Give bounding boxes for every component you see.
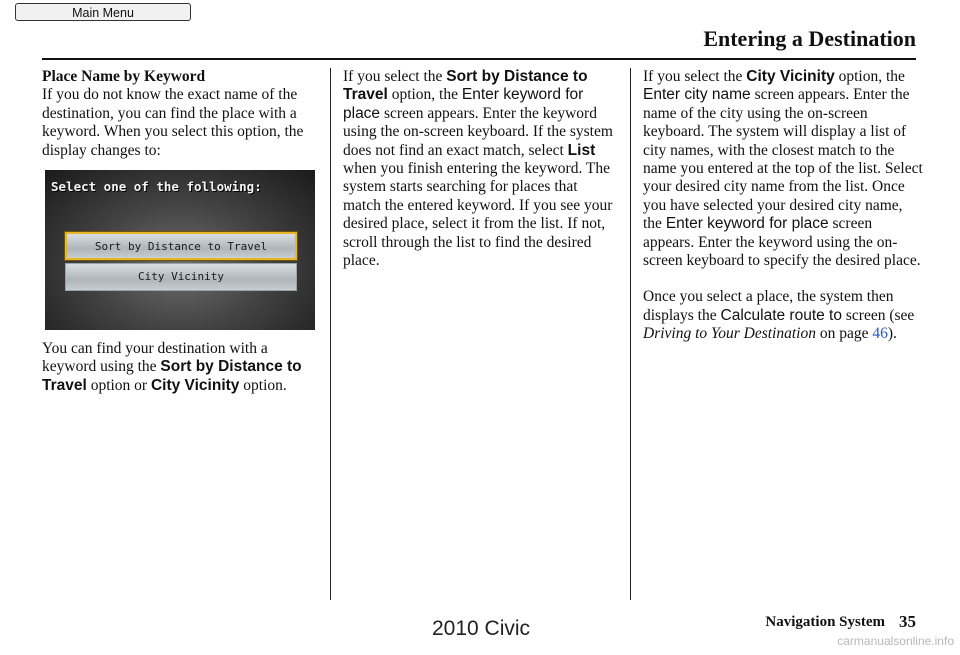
paragraph-gap bbox=[643, 270, 923, 288]
sort-option-label: Sort by Distance to Travel bbox=[343, 68, 588, 104]
text-run: If you select the bbox=[643, 68, 743, 85]
site-watermark: carmanualsonline.info bbox=[837, 634, 954, 648]
column-1 bbox=[42, 68, 322, 395]
calculate-route-screen-label: Calculate route to bbox=[720, 306, 842, 324]
city-option-label: City Vicinity bbox=[150, 376, 240, 394]
text-run: option or bbox=[90, 376, 148, 394]
text-run: screen appears. Enter the name of the city using the on-screen keyboard. The system will display a list of city names, with the closest match to the name you entered at the top of the list. Select your desired city name from the list. Once you have selected your desired city name, the bbox=[643, 86, 923, 233]
enter-city-screen-label: Enter city name bbox=[643, 86, 751, 104]
text-run: Once you select a place, the system then displays the bbox=[643, 288, 894, 324]
text-run: option. bbox=[243, 376, 287, 394]
sort-by-distance-screen-button: Sort by Distance to Travel bbox=[65, 232, 297, 260]
enter-keyword-screen-label: Enter keyword for place bbox=[343, 86, 584, 122]
text-run: when you finish entering the keyword. The system starts searching for places that match the entered keyword. If you see your desired place, select it from the list. If not, scroll through the list to find the desired place. bbox=[343, 160, 613, 270]
text-run: If you select the bbox=[343, 68, 443, 85]
enter-keyword-screen-label: Enter keyword for place bbox=[665, 215, 829, 233]
page-reference-link[interactable]: 46 bbox=[872, 325, 888, 343]
column-2 bbox=[343, 68, 618, 270]
sort-paragraph bbox=[343, 68, 618, 270]
text-run: option, the bbox=[838, 68, 905, 85]
option-paragraph bbox=[42, 340, 322, 395]
page-number: 35 bbox=[899, 612, 916, 631]
main-menu-button[interactable]: Main Menu bbox=[15, 3, 191, 21]
column-divider-2 bbox=[630, 68, 631, 600]
title-rule bbox=[42, 58, 916, 60]
city-vicinity-screen-button: City Vicinity bbox=[65, 263, 297, 291]
page-title: Entering a Destination bbox=[703, 26, 916, 51]
nav-screen-image bbox=[45, 170, 315, 330]
city-paragraph bbox=[643, 68, 923, 270]
text-run: You can find your destination with a keyword using the bbox=[42, 340, 268, 376]
reference-title: Driving to Your Destination bbox=[643, 325, 816, 343]
column-3 bbox=[643, 68, 923, 344]
text-run: ). bbox=[887, 325, 897, 343]
screen-title: Select one of the following: bbox=[51, 179, 262, 195]
intro-paragraph: If you do not know the exact name of the destination, you can find the place with a keyword. When you select this option, the display changes to: bbox=[42, 86, 304, 159]
text-run: screen (see bbox=[845, 306, 915, 324]
list-label: List bbox=[567, 141, 596, 159]
column-divider-1 bbox=[330, 68, 331, 600]
sort-option-label: Sort by Distance to Travel bbox=[42, 358, 302, 394]
city-option-label: City Vicinity bbox=[746, 68, 835, 85]
section-heading: Place Name by Keyword bbox=[42, 68, 206, 85]
calculate-paragraph bbox=[643, 288, 923, 343]
model-watermark: 2010 Civic bbox=[432, 617, 531, 640]
text-run: option, the bbox=[391, 86, 458, 104]
text-run: screen appears. Enter the keyword using the on-screen keyboard to specify the desired place. bbox=[643, 215, 921, 270]
text-run: on page bbox=[819, 325, 869, 343]
footer-section-name: Navigation System bbox=[765, 614, 885, 630]
text-run: screen appears. Enter the keyword using the on-screen keyboard. If the system does not find an exact match, select bbox=[343, 104, 613, 159]
